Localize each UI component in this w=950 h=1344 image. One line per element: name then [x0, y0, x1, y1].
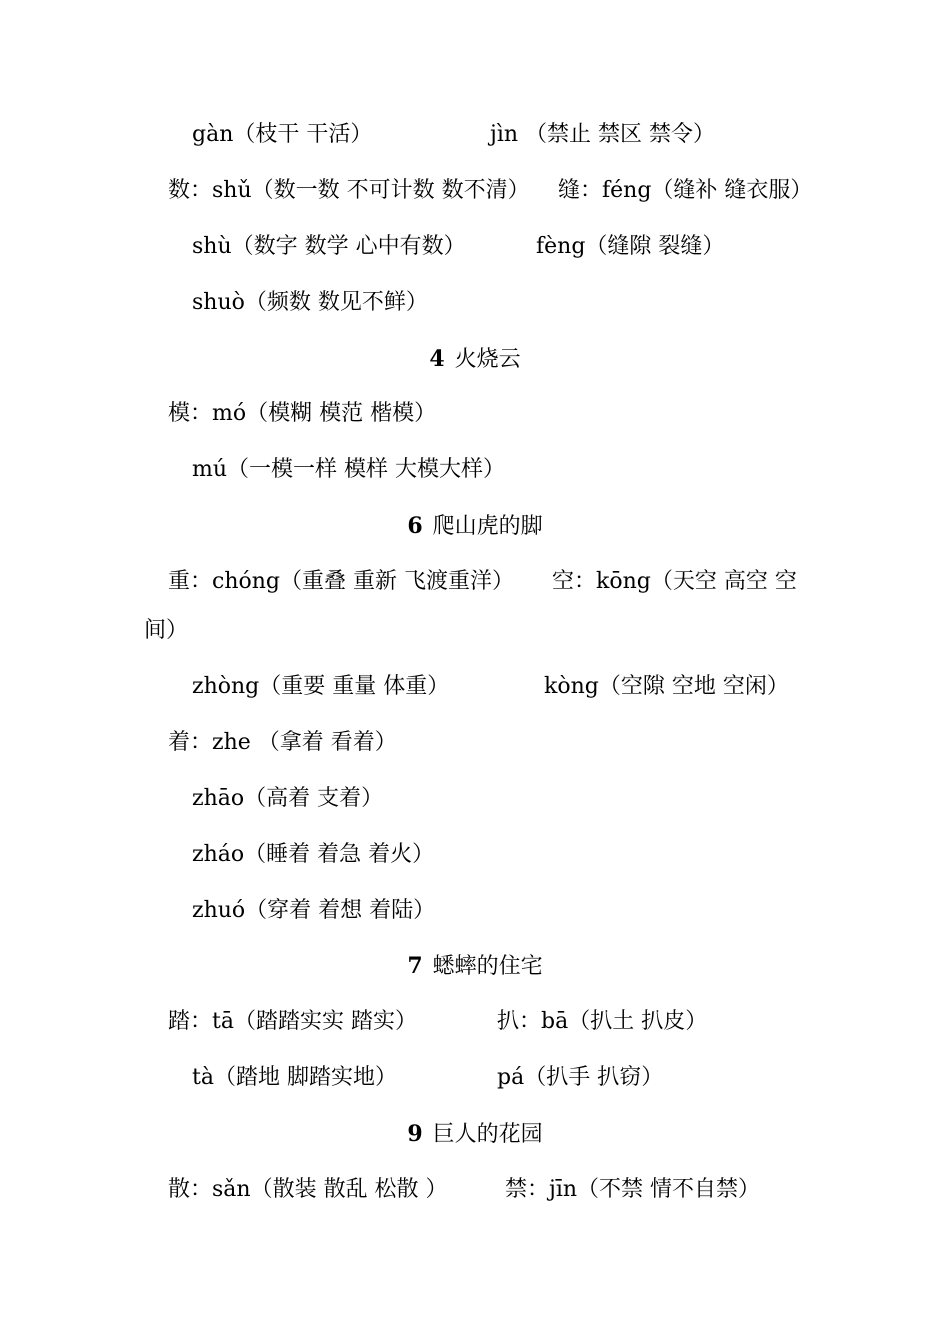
entry-ta1: 踏：tā（踏踏实实 踏实）	[168, 1009, 417, 1034]
section-number: 9	[407, 1121, 423, 1147]
entry-jin-1: 禁：jīn（不禁 情不自禁）	[505, 1177, 761, 1202]
entry-shu3: 数：shǔ（数一数 不可计数 数不清）	[168, 178, 530, 203]
section-heading-7	[0, 952, 950, 981]
section-title: 蟋蟀的住宅	[432, 954, 543, 979]
entry-san: 散：sǎn（散装 散乱 松散 ）	[168, 1177, 448, 1202]
entry-chong: 重：chóng（重叠 重新 飞渡重洋）	[168, 569, 514, 594]
entry-zhong: zhòng（重要 重量 体重）	[192, 674, 450, 699]
section-number: 4	[429, 346, 445, 372]
entry-zhao1: zhāo（高着 支着）	[192, 786, 384, 811]
entry-pa: pá（扒手 扒窃）	[497, 1065, 664, 1090]
section-title: 爬山虎的脚	[432, 514, 543, 539]
entry-zhuo: zhuó（穿着 着想 着陆）	[192, 898, 436, 923]
section-number: 7	[407, 953, 423, 979]
section-title: 巨人的花园	[432, 1122, 543, 1147]
entry-feng4: fèng（缝隙 裂缝）	[536, 234, 725, 259]
entry-ba: 扒：bā（扒土 扒皮）	[497, 1009, 708, 1034]
entry-kong1-continued: 间）	[144, 618, 189, 643]
entry-ta4: tà（踏地 脚踏实地）	[192, 1065, 397, 1090]
entry-shuo: shuò（频数 数见不鲜）	[192, 290, 428, 315]
section-heading-9	[0, 1120, 950, 1149]
entry-zhe: 着：zhe （拿着 看着）	[168, 730, 397, 755]
entry-mu: mú（一模一样 模样 大模大样）	[192, 457, 506, 482]
section-heading-4	[0, 345, 950, 374]
section-number: 6	[407, 513, 423, 539]
entry-zhao2: zháo（睡着 着急 着火）	[192, 842, 435, 867]
entry-mo: 模：mó（模糊 模范 楷模）	[168, 401, 437, 426]
entry-jin-4: jìn （禁止 禁区 禁令）	[490, 122, 716, 147]
section-heading-6	[0, 512, 950, 541]
entry-kong1: 空：kōng（天空 高空 空	[552, 569, 797, 594]
entry-feng2: 缝：féng（缝补 缝衣服）	[558, 178, 813, 203]
entry-gan: gàn（枝干 干活）	[192, 122, 373, 147]
entry-kong4: kòng（空隙 空地 空闲）	[544, 674, 789, 699]
section-title: 火烧云	[454, 347, 521, 372]
entry-shu4: shù（数字 数学 心中有数）	[192, 234, 466, 259]
